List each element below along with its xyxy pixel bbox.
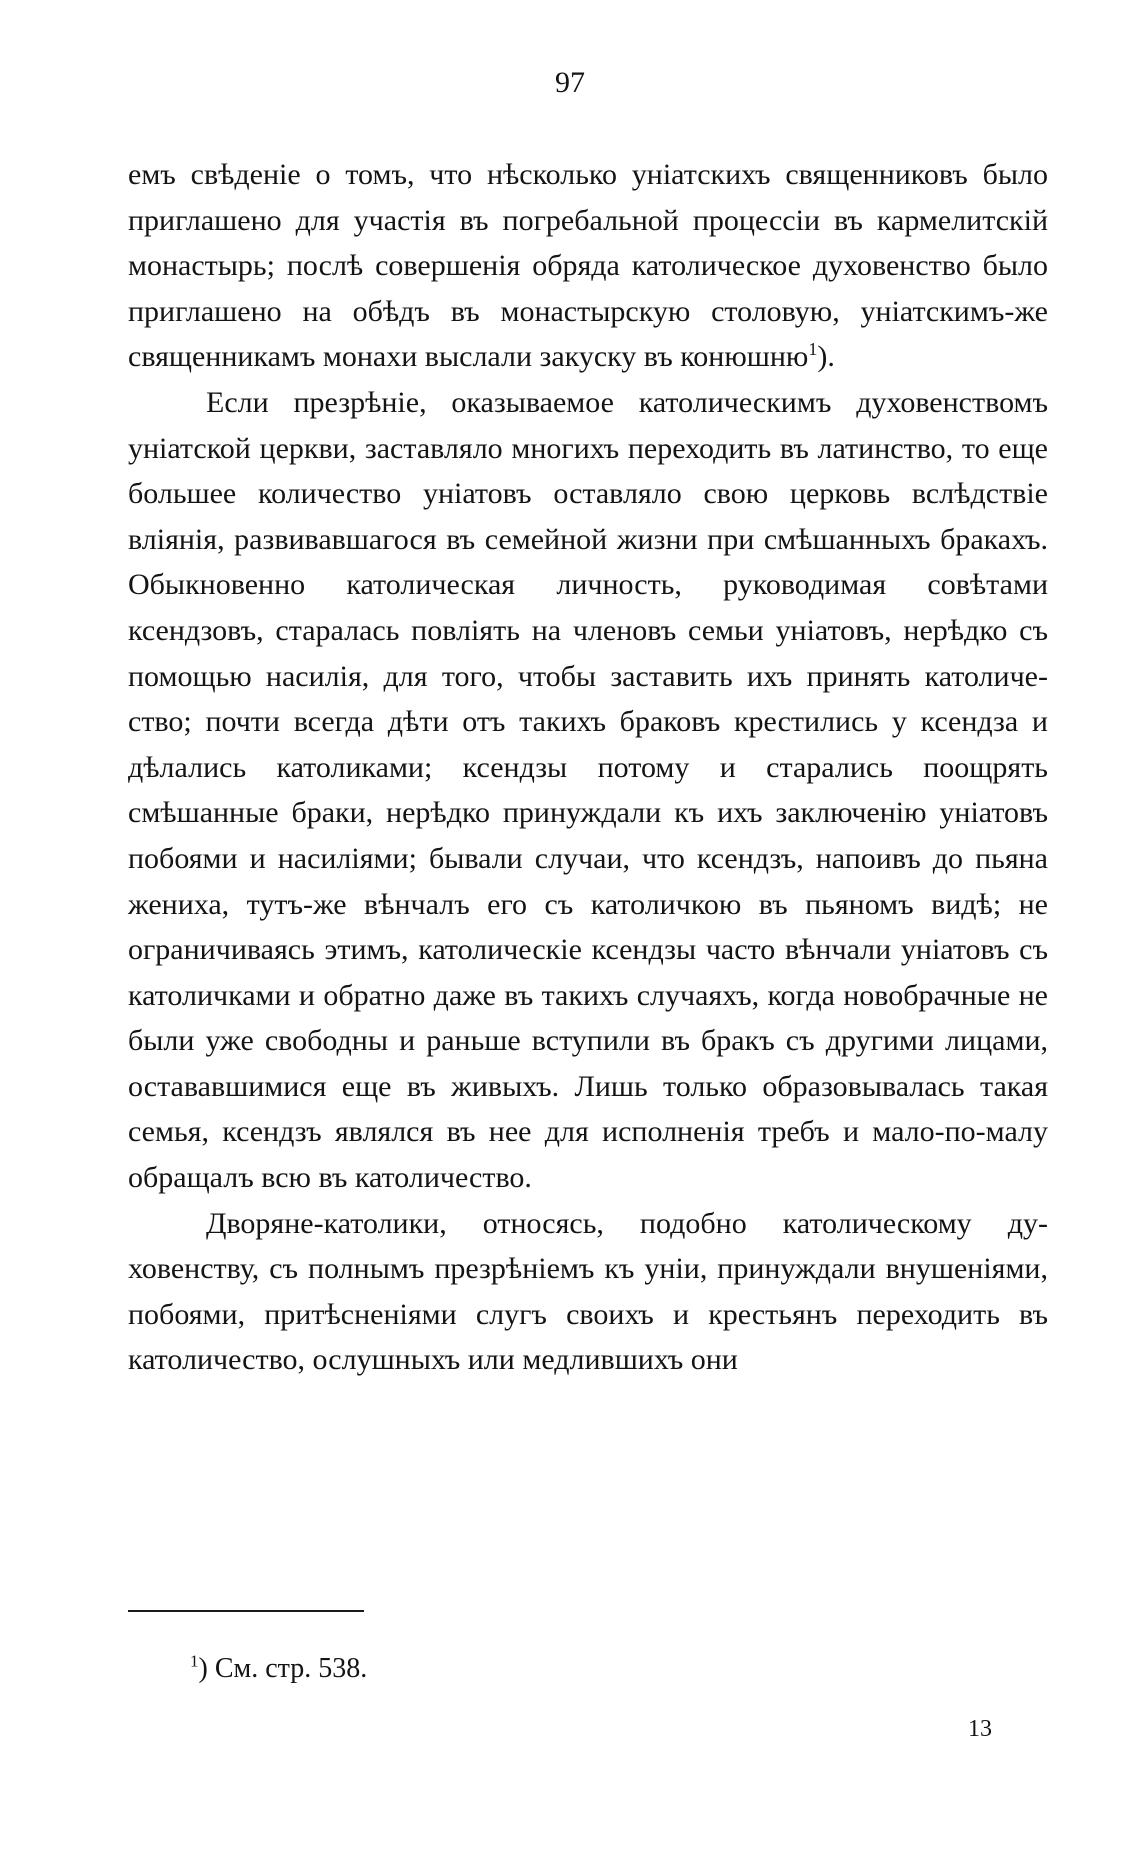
footnote-divider xyxy=(128,1610,364,1612)
footnote xyxy=(190,1652,367,1686)
paragraph-2: Если презрѣніе, оказываемое католическимъ духовенствомъ уніатской церкви, заставляло многихъ переходить въ латинство, то еще большее количество уніатовъ оставляло свою церковь вслѣдствіе вліянія, развивавшагося въ семейной жизни при смѣшанныхъ бракахъ. Обыкновенно католическая личность, руководимая совѣтами ксендзовъ, старалась повліять на членовъ семьи уніатовъ, нерѣдко съ помощью насилія, для того, чтобы заставить ихъ принять католичество; почти всегда дѣти отъ такихъ браковъ крестились у ксендза и дѣлались католиками; ксендзы потому и старались поощрять смѣшанные браки, нерѣдко принуждали къ ихъ заключенію уніатовъ побоями и насиліями; бывали случаи, что ксендзъ, напоивъ до пьяна жениха, тутъ-же вѣнчалъ его съ католичкою въ пьяномъ видѣ; не ограничиваясь этимъ, католическіе ксендзы часто вѣнчали уніатовъ съ католичками и обратно даже въ такихъ случаяхъ, когда новобрачные не были уже свободны и раньше вступили въ бракъ съ другими лицами, остававшимися еще въ живыхъ. Лишь только образовывалась такая семья, ксендзъ являлся въ нее для исполненія требъ и мало-по-малу обращалъ всю въ католичество. xyxy=(128,385,1048,1195)
footnote-text: ) См. стр. 538. xyxy=(198,1653,368,1684)
footnote-mark: 1 xyxy=(190,1651,199,1671)
paragraph-1-text: емъ свѣденіе о томъ, что нѣсколько уніатскихъ священниковъ было приглашено для участія въ погребальной процессіи въ кармелитскій монастырь; послѣ совершенія обряда католическое духовенство было приглашено на обѣдъ въ монастырскую столовую, уніатскимъ-же священникамъ монахи выслали закуску въ конюшню xyxy=(128,158,1048,374)
page-number: 97 xyxy=(555,66,585,99)
footnote-reference: 1 xyxy=(808,339,818,360)
paragraph-1-closing: ). xyxy=(817,340,835,374)
body-text xyxy=(128,152,1048,1383)
signature-mark: 13 xyxy=(968,1716,992,1742)
paragraph-3: Дворяне-католики, относясь, подобно католическому духовенству, съ полнымъ презрѣніемъ къ уніи, принуждали внушеніями, побоями, притѣсненіями слугъ своихъ и крестьянъ переходить въ католичество, ослушныхъ или медлившихъ они xyxy=(128,1206,1048,1377)
paragraph-1 xyxy=(128,152,1048,380)
